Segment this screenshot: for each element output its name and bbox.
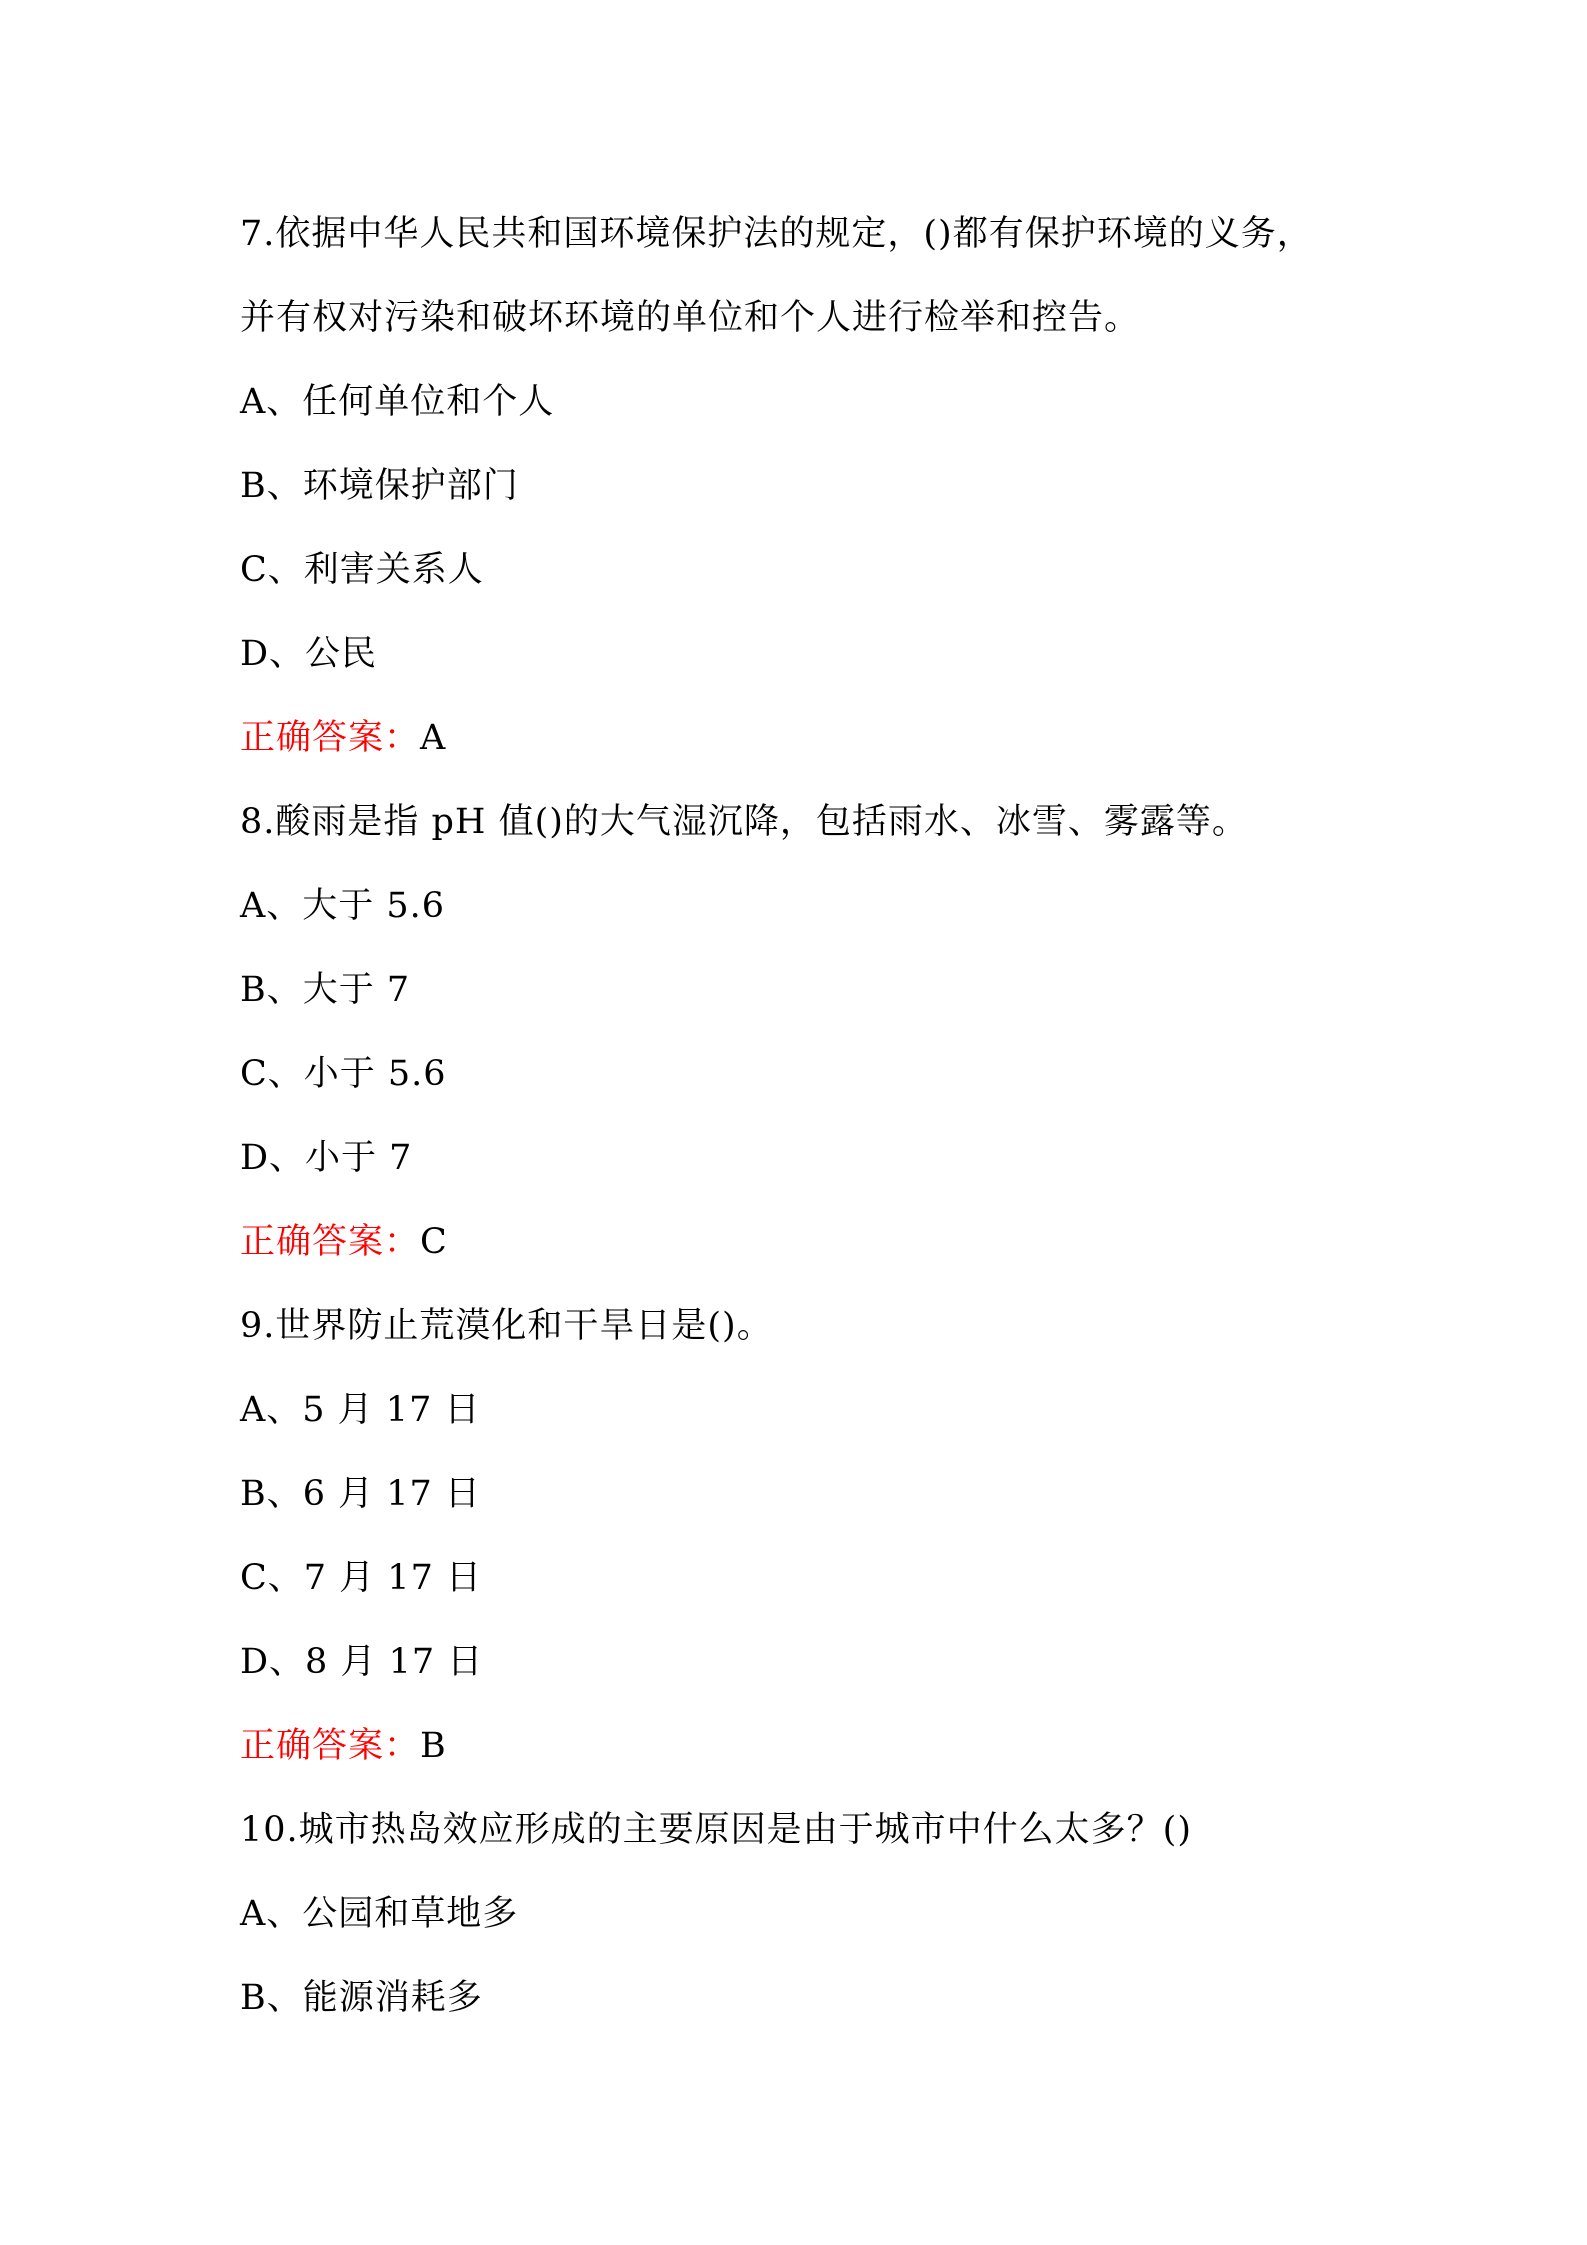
answer-label: 正确答案： xyxy=(240,718,421,758)
question-10-stem-line-1: 10.城市热岛效应形成的主要原因是由于城市中什么太多？() xyxy=(240,1810,1192,1850)
answer-label: 正确答案： xyxy=(240,1726,421,1766)
answer-value: A xyxy=(420,718,447,758)
question-9-option-a: A、5 月 17 日 xyxy=(240,1390,481,1430)
question-10-option-b: B、能源消耗多 xyxy=(240,1978,483,2018)
question-9-option-d: D、8 月 17 日 xyxy=(240,1642,484,1682)
answer-value: C xyxy=(420,1222,448,1262)
question-7-option-d: D、公民 xyxy=(240,634,378,674)
question-9-stem-line-1: 9.世界防止荒漠化和干旱日是()。 xyxy=(240,1306,773,1346)
question-9-answer xyxy=(240,1722,447,1770)
question-10-option-a: A、公园和草地多 xyxy=(240,1894,519,1934)
question-8-option-d: D、小于 7 xyxy=(240,1138,413,1178)
question-7-option-b: B、环境保护部门 xyxy=(240,466,519,506)
question-7-answer xyxy=(240,714,446,762)
question-8-option-b: B、大于 7 xyxy=(240,970,411,1010)
question-8-stem-line-1: 8.酸雨是指 pH 值()的大气湿沉降，包括雨水、冰雪、雾露等。 xyxy=(240,802,1248,842)
question-8-option-a: A、大于 5.6 xyxy=(240,886,446,926)
question-8-option-c: C、小于 5.6 xyxy=(240,1054,447,1094)
question-7-option-a: A、任何单位和个人 xyxy=(240,382,555,422)
question-9-option-b: B、6 月 17 日 xyxy=(240,1474,481,1514)
answer-label: 正确答案： xyxy=(240,1222,421,1262)
question-8-answer xyxy=(240,1218,448,1266)
question-7-option-c: C、利害关系人 xyxy=(240,550,484,590)
question-7-stem-line-1: 7.依据中华人民共和国环境保护法的规定，()都有保护环境的义务， xyxy=(240,214,1313,254)
question-7-stem-line-2: 并有权对污染和破坏环境的单位和个人进行检举和控告。 xyxy=(240,298,1141,338)
question-9-option-c: C、7 月 17 日 xyxy=(240,1558,482,1598)
answer-value: B xyxy=(420,1726,447,1766)
